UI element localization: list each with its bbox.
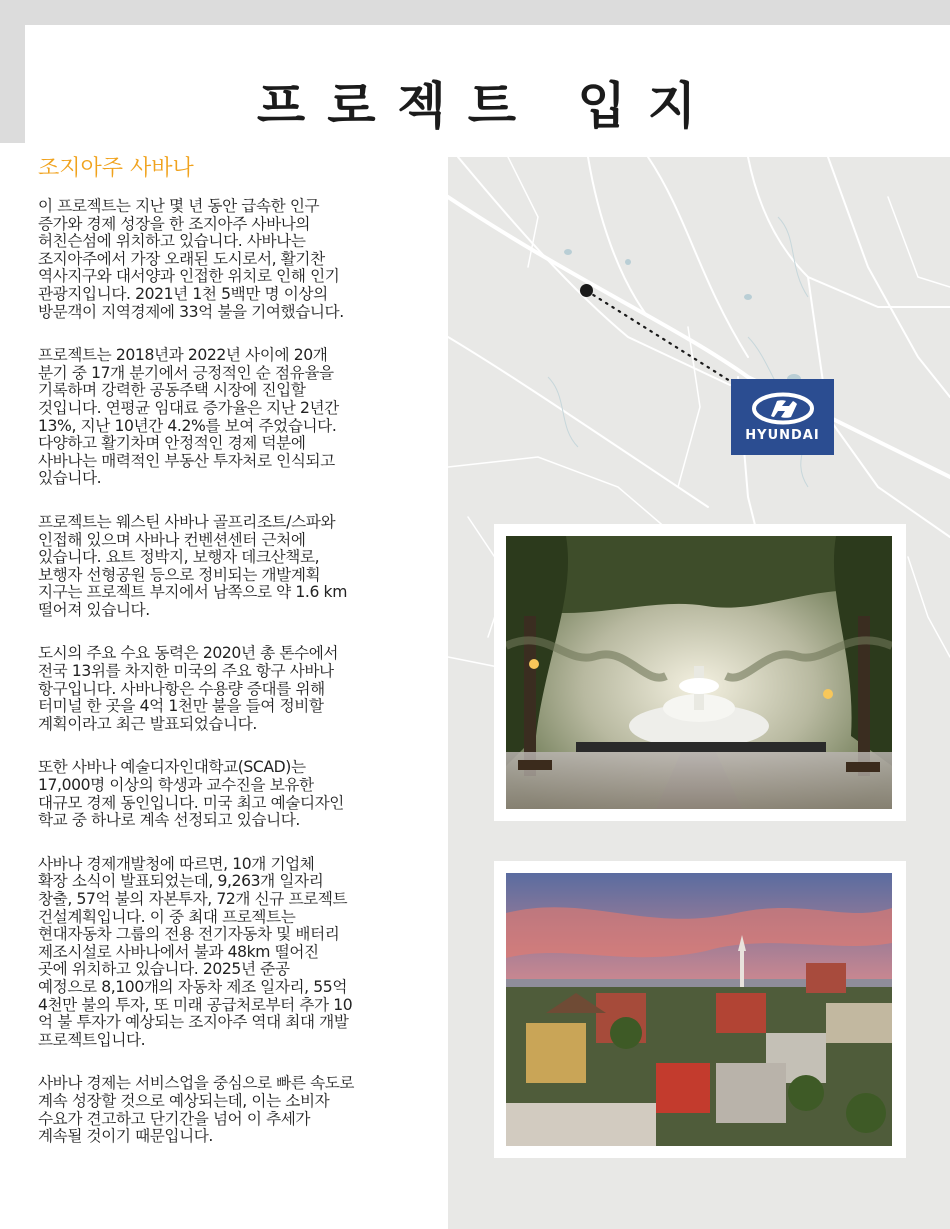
paragraph-surroundings: 프로젝트는 웨스틴 사바나 골프리조트/스파와 인접해 있으며 사바나 컨벤션센터 근처에 있습니다. 요트 정박지, 보행자 데크산책로, 보행자 선형공원 등으로 정비되는 개발계획 지구는 프로젝트 부지에서 남쪽으로 약 1.6 km 떨어져 있습니다. xyxy=(38,512,347,619)
hyundai-emblem-icon xyxy=(751,392,815,425)
hyundai-logo xyxy=(731,379,834,455)
city-skyline-photo xyxy=(506,873,892,1146)
park-fountain-photo xyxy=(506,536,892,809)
paragraph-port: 도시의 주요 수요 동력은 2020년 총 톤수에서 전국 13위를 차지한 미국의 주요 항구 사바나 항구입니다. 사바나항은 수용량 증대를 위해 터미널 한 곳을 4억 1천만 불을 들여 정비할 계획이라고 최근 발표되었습니다. xyxy=(38,644,339,733)
paragraph-scad: 또한 사바나 예술디자인대학교(SCAD)는 17,000명 이상의 학생과 교수진을 보유한 대규모 경제 동인입니다. 미국 최고 예술디자인 학교 중 하나로 계속 선정되고 있습니다. xyxy=(38,758,344,830)
paragraph-market: 프로젝트는 2018년과 2022년 사이에 20개 분기 중 17개 분기에서 긍정적인 순 점유율을 기록하며 강력한 공동주택 시장에 진입할 것입니다. 연평균 임대료 증가율은 지난 2년간 13%, 지난 10년간 4.2%를 보여 주었습니다. 다양하고 활기차며 안정적인 경제 덕분에 사바나는 매력적인 부동산 투자처로 인식되고 있습니다. xyxy=(38,346,339,488)
location-pin-icon xyxy=(580,284,593,297)
paragraph-economic-development: 사바나 경제개발청에 따르면, 10개 기업체 확장 소식이 발표되었는데, 9,263개 일자리 창출, 57억 불의 자본투자, 72개 신규 프로젝트 건설계획입니다. 이 중 최대 프로젝트는 현대자동차 그룹의 전용 전기자동차 및 배터리 제조시설로 사바나에서 불과 48km 떨어진 곳에 위치하고 있습니다. 2025년 준공 예정으로 8,100개의 자동차 제조 일자리, 55억 4천만 불의 투자, 또 미래 공급처로부터 추가 10 억 불 투자가 예상되는 조지아주 역대 최대 개발 프로젝트입니다. xyxy=(38,854,353,1049)
photo-frame-park xyxy=(494,524,906,821)
hyundai-wordmark: HYUNDAI xyxy=(745,427,820,443)
section-subtitle: 조지아주 사바나 xyxy=(38,156,194,181)
photo-frame-city xyxy=(494,861,906,1158)
page-title: 프로젝트 입지 xyxy=(256,77,719,135)
paragraph-outlook: 사바나 경제는 서비스업을 중심으로 빠른 속도로 계속 성장할 것으로 예상되는데, 이는 소비자 수요가 견고하고 단기간을 넘어 이 추세가 계속될 것이기 때문입니다. xyxy=(38,1074,355,1146)
paragraph-overview: 이 프로젝트는 지난 몇 년 동안 급속한 인구 증가와 경제 성장을 한 조지아주 사바나의 허친슨섬에 위치하고 있습니다. 사바나는 조지아주에서 가장 오래된 도시로서, 활기찬 역사지구와 대서양과 인접한 위치로 인해 인기 관광지입니다. 2021년 1천 5백만 명 이상의 방문객이 지역경제에 33억 불을 기여했습니다. xyxy=(38,197,344,321)
